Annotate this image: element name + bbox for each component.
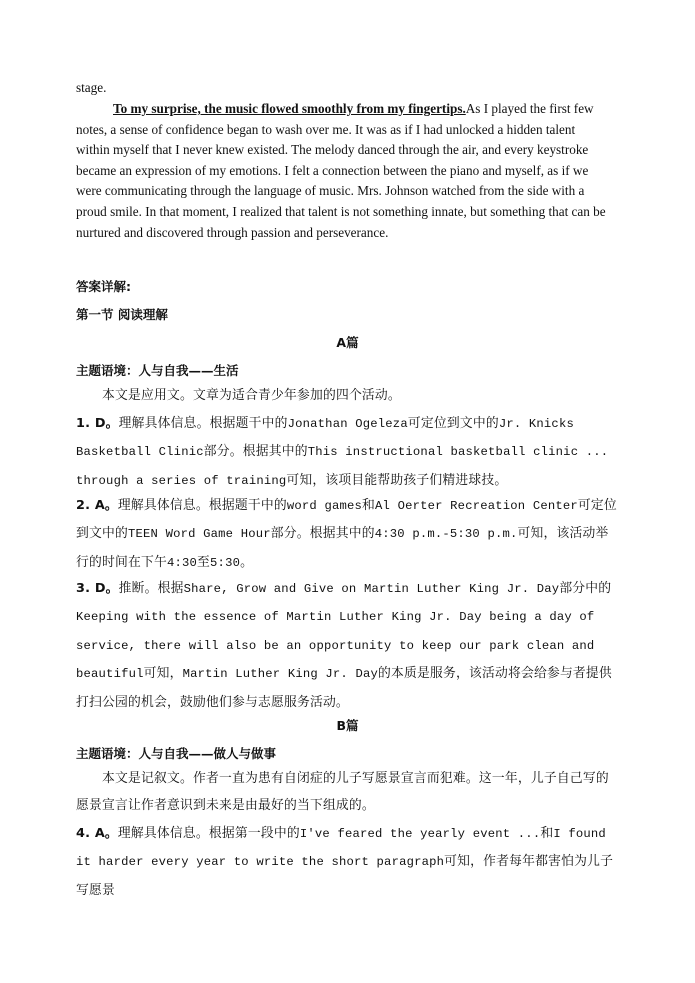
part-b-title: B篇: [336, 718, 359, 733]
part-a-theme: 主题语境：人与自我——生活: [76, 363, 239, 378]
answers-heading: 答案详解:: [76, 279, 131, 294]
part-a-title: A篇: [336, 335, 359, 350]
essay-body-text: As I played the first few notes, a sense of confidence began to wash over me. It was as if I had unlocked a hidden talent within myself that I never knew existed. The melody danced through the air, and every keystroke became an expression of my emotions. I felt a connection between the piano and myself, as if we were communicating through the language of music. Mrs. Johnson watched from the side with a proud smile. In that moment, I realized that talent is not something innate, but something that can be nurtured and discovered through passion and perseverance.: [76, 101, 606, 240]
part-b-summary: 本文是记叙文。作者一直为患有自闭症的儿子写愿景宣言而犯难。这一年，儿子自己写的愿景宣言让作者意识到未来是由最好的当下组成的。: [76, 771, 609, 814]
essay-stage-line: stage.: [76, 80, 107, 95]
answer-item-1: 1. D。理解具体信息。根据题干中的Jonathan Ogeleza可定位到文中的Jr. Knicks Basketball Clinic部分。根据其中的This instructional basketball clinic ... through a series of training可知，该项目能帮助孩子们精进球技。: [76, 416, 609, 488]
part-a-summary: 本文是应用文。文章为适合青少年参加的四个活动。: [102, 388, 401, 403]
answer-item-4: 4. A。理解具体信息。根据第一段中的I've feared the yearly event ...和I found it harder every year to write the short paragraph可知，作者每年都害怕为儿子写愿景: [76, 826, 614, 898]
answer-item-2: 2. A。理解具体信息。根据题干中的word games和Al Oerter Recreation Center可定位到文中的TEEN Word Game Hour部分。根据其中的4:30 p.m.-5:30 p.m.可知，该活动举行的时间在下午4:30至5:30。: [76, 498, 617, 570]
answer-item-3: 3. D。推断。根据Share, Grow and Give on Martin Luther King Jr. Day部分中的Keeping with the essence of Martin Luther King Jr. Day being a day of service, there will also be an opportunity to keep our park clean and beautiful可知，Martin Luther King Jr. Day的本质是服务，该活动将会给参与者提供打扫公园的机会，鼓励他们参与志愿服务活动。: [76, 581, 612, 710]
part-b-theme: 主题语境：人与自我——做人与做事: [76, 746, 277, 761]
essay-emphasis-sentence: To my surprise, the music flowed smoothly from my fingertips.: [113, 101, 466, 116]
section-title: 第一节 阅读理解: [76, 307, 168, 322]
essay-paragraph: [76, 99, 610, 243]
